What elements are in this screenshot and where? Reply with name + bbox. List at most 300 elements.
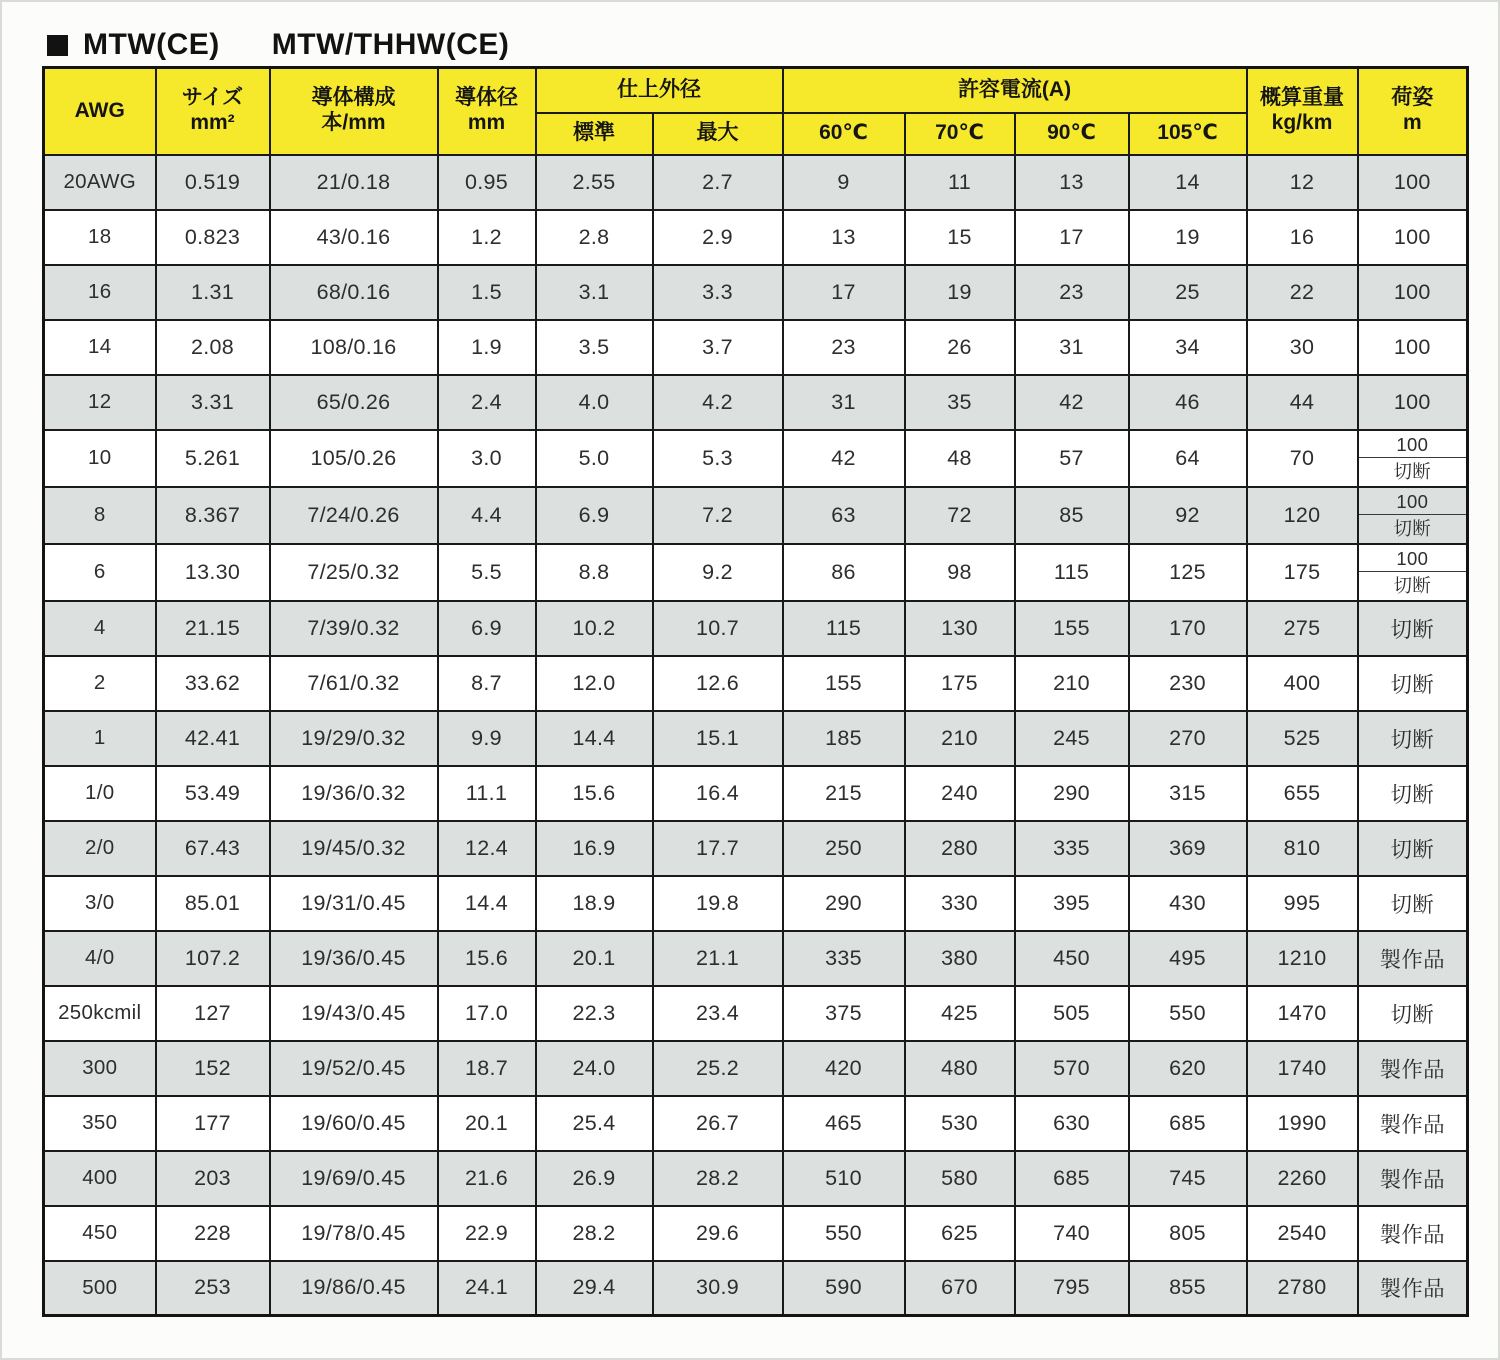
cell-construction: 108/0.16: [270, 320, 438, 375]
title-product-1: MTW(CE): [83, 28, 220, 61]
cell-construction: 19/86/0.45: [270, 1261, 438, 1316]
cell-awg: 20AWG: [44, 155, 156, 210]
cell-packing: 切断: [1358, 986, 1468, 1041]
cell-od_max: 3.3: [653, 265, 783, 320]
cell-weight: 1210: [1247, 931, 1358, 986]
header-packing: [1358, 68, 1468, 155]
cell-a60: 420: [783, 1041, 905, 1096]
table-row: [44, 544, 1468, 601]
cell-od_max: 16.4: [653, 766, 783, 821]
cell-od_max: 23.4: [653, 986, 783, 1041]
cell-diameter: 1.5: [438, 265, 536, 320]
cell-a70: 480: [905, 1041, 1015, 1096]
cell-od_std: 6.9: [536, 487, 653, 544]
cell-a70: 26: [905, 320, 1015, 375]
cell-packing: 切断: [1358, 821, 1468, 876]
cell-construction: 105/0.26: [270, 430, 438, 487]
cell-od_std: 2.55: [536, 155, 653, 210]
cell-a105: 19: [1129, 210, 1247, 265]
cell-a105: 46: [1129, 375, 1247, 430]
cell-od_max: 9.2: [653, 544, 783, 601]
cell-a70: 280: [905, 821, 1015, 876]
cell-a90: 450: [1015, 931, 1129, 986]
cell-construction: 19/69/0.45: [270, 1151, 438, 1206]
table-row: [44, 1041, 1468, 1096]
title-product-2: MTW/THHW(CE): [271, 28, 510, 61]
cell-packing: 製作品: [1358, 1261, 1468, 1316]
cell-awg: 12: [44, 375, 156, 430]
cell-construction: 7/25/0.32: [270, 544, 438, 601]
packing-part: 100: [1359, 488, 1467, 516]
cell-packing: 100: [1358, 155, 1468, 210]
cell-weight: 810: [1247, 821, 1358, 876]
cell-size: 8.367: [156, 487, 270, 544]
cell-size: 3.31: [156, 375, 270, 430]
cell-a70: 98: [905, 544, 1015, 601]
cell-size: 152: [156, 1041, 270, 1096]
cell-diameter: 14.4: [438, 876, 536, 931]
cell-size: 107.2: [156, 931, 270, 986]
cell-packing: 100: [1358, 265, 1468, 320]
cell-a60: 63: [783, 487, 905, 544]
cell-a70: 530: [905, 1096, 1015, 1151]
table-row: [44, 487, 1468, 544]
header-weight: [1247, 68, 1358, 155]
table-row: [44, 1151, 1468, 1206]
cell-size: 127: [156, 986, 270, 1041]
cell-a90: 395: [1015, 876, 1129, 931]
cell-construction: 19/78/0.45: [270, 1206, 438, 1261]
header-diameter-line1: 導体径: [455, 86, 518, 110]
cell-od_std: 2.8: [536, 210, 653, 265]
cell-a105: 495: [1129, 931, 1247, 986]
cell-od_std: 12.0: [536, 656, 653, 711]
cell-weight: 16: [1247, 210, 1358, 265]
cell-a90: 85: [1015, 487, 1129, 544]
cell-diameter: 11.1: [438, 766, 536, 821]
cell-diameter: 9.9: [438, 711, 536, 766]
cell-od_max: 2.7: [653, 155, 783, 210]
cell-a105: 315: [1129, 766, 1247, 821]
cell-construction: 7/24/0.26: [270, 487, 438, 544]
cell-awg: 1: [44, 711, 156, 766]
cell-od_max: 25.2: [653, 1041, 783, 1096]
cell-weight: 70: [1247, 430, 1358, 487]
packing-part: 切断: [1393, 518, 1432, 539]
header-ampacity: 許容電流(A): [783, 68, 1247, 113]
cell-awg: 10: [44, 430, 156, 487]
cell-a70: 11: [905, 155, 1015, 210]
page-title: [47, 28, 509, 62]
cell-a60: 155: [783, 656, 905, 711]
cell-weight: 1470: [1247, 986, 1358, 1041]
cell-od_std: 8.8: [536, 544, 653, 601]
cell-packing: 製作品: [1358, 1096, 1468, 1151]
cell-awg: 14: [44, 320, 156, 375]
packing-part: 切断: [1393, 461, 1432, 482]
cell-od_std: 4.0: [536, 375, 653, 430]
cell-weight: 44: [1247, 375, 1358, 430]
cell-construction: 43/0.16: [270, 210, 438, 265]
cell-od_std: 28.2: [536, 1206, 653, 1261]
cell-a70: 625: [905, 1206, 1015, 1261]
cell-awg: 350: [44, 1096, 156, 1151]
header-temp-70c: 70℃: [905, 113, 1015, 155]
cell-packing: 製作品: [1358, 1151, 1468, 1206]
header-finished-od: 仕上外径: [536, 68, 783, 113]
cell-weight: 12: [1247, 155, 1358, 210]
cell-od_max: 19.8: [653, 876, 783, 931]
cell-od_std: 29.4: [536, 1261, 653, 1316]
cell-od_max: 15.1: [653, 711, 783, 766]
cell-diameter: 4.4: [438, 487, 536, 544]
cell-diameter: 15.6: [438, 931, 536, 986]
cell-packing: 切断: [1358, 766, 1468, 821]
table-row: [44, 821, 1468, 876]
cell-a60: 17: [783, 265, 905, 320]
cell-construction: 19/36/0.32: [270, 766, 438, 821]
cell-od_max: 28.2: [653, 1151, 783, 1206]
packing-part: 100: [1359, 431, 1467, 459]
cell-a60: 590: [783, 1261, 905, 1316]
cell-a90: 245: [1015, 711, 1129, 766]
cell-awg: 16: [44, 265, 156, 320]
cell-a90: 155: [1015, 601, 1129, 656]
cell-a90: 795: [1015, 1261, 1129, 1316]
table-row: [44, 986, 1468, 1041]
cell-a70: 35: [905, 375, 1015, 430]
header-packing-line2: m: [1402, 111, 1422, 135]
cell-a70: 580: [905, 1151, 1015, 1206]
table-row: [44, 766, 1468, 821]
cell-od_std: 15.6: [536, 766, 653, 821]
cell-od_max: 17.7: [653, 821, 783, 876]
cell-size: 53.49: [156, 766, 270, 821]
cell-a105: 369: [1129, 821, 1247, 876]
cell-a60: 9: [783, 155, 905, 210]
cell-od_max: 3.7: [653, 320, 783, 375]
cell-packing: [1358, 544, 1468, 601]
cell-weight: 1990: [1247, 1096, 1358, 1151]
cell-a70: 330: [905, 876, 1015, 931]
cell-size: 2.08: [156, 320, 270, 375]
header-size-line2: mm²: [190, 111, 235, 135]
cell-a90: 13: [1015, 155, 1129, 210]
cell-a60: 465: [783, 1096, 905, 1151]
header-construction: [270, 68, 438, 155]
cell-a105: 92: [1129, 487, 1247, 544]
cell-od_std: 26.9: [536, 1151, 653, 1206]
cell-a90: 740: [1015, 1206, 1129, 1261]
table-row: [44, 320, 1468, 375]
cell-a105: 855: [1129, 1261, 1247, 1316]
cell-diameter: 8.7: [438, 656, 536, 711]
cell-a60: 115: [783, 601, 905, 656]
spec-table: [42, 66, 1469, 1317]
cell-size: 253: [156, 1261, 270, 1316]
cell-diameter: 21.6: [438, 1151, 536, 1206]
cell-construction: 7/61/0.32: [270, 656, 438, 711]
cell-od_max: 10.7: [653, 601, 783, 656]
cell-od_std: 14.4: [536, 711, 653, 766]
cell-packing: 切断: [1358, 601, 1468, 656]
cell-size: 177: [156, 1096, 270, 1151]
table-row: [44, 711, 1468, 766]
cell-a60: 550: [783, 1206, 905, 1261]
cell-od_std: 3.1: [536, 265, 653, 320]
cell-diameter: 12.4: [438, 821, 536, 876]
section-bullet-icon: [47, 35, 68, 56]
cell-diameter: 1.9: [438, 320, 536, 375]
cell-od_std: 16.9: [536, 821, 653, 876]
table-row: [44, 375, 1468, 430]
cell-size: 203: [156, 1151, 270, 1206]
cell-a70: 670: [905, 1261, 1015, 1316]
cell-a70: 380: [905, 931, 1015, 986]
cell-od_std: 24.0: [536, 1041, 653, 1096]
cell-packing: [1358, 487, 1468, 544]
spec-table-header: [44, 68, 1468, 155]
cell-a90: 570: [1015, 1041, 1129, 1096]
cell-od_max: 5.3: [653, 430, 783, 487]
header-od-standard: 標準: [536, 113, 653, 155]
cell-size: 13.30: [156, 544, 270, 601]
cell-size: 0.823: [156, 210, 270, 265]
cell-diameter: 18.7: [438, 1041, 536, 1096]
cell-size: 85.01: [156, 876, 270, 931]
cell-weight: 995: [1247, 876, 1358, 931]
cell-size: 21.15: [156, 601, 270, 656]
header-size: [156, 68, 270, 155]
cell-diameter: 20.1: [438, 1096, 536, 1151]
cell-a60: 250: [783, 821, 905, 876]
cell-a90: 57: [1015, 430, 1129, 487]
cell-diameter: 0.95: [438, 155, 536, 210]
cell-construction: 68/0.16: [270, 265, 438, 320]
cell-a90: 42: [1015, 375, 1129, 430]
table-row: [44, 1096, 1468, 1151]
table-row: [44, 876, 1468, 931]
cell-a90: 17: [1015, 210, 1129, 265]
header-diameter-line2: mm: [467, 111, 506, 135]
cell-od_std: 5.0: [536, 430, 653, 487]
cell-a90: 31: [1015, 320, 1129, 375]
cell-packing: 切断: [1358, 711, 1468, 766]
cell-awg: 2/0: [44, 821, 156, 876]
cell-awg: 4: [44, 601, 156, 656]
cell-size: 228: [156, 1206, 270, 1261]
header-awg: AWG: [44, 68, 156, 155]
cell-a105: 25: [1129, 265, 1247, 320]
cell-diameter: 1.2: [438, 210, 536, 265]
cell-a105: 14: [1129, 155, 1247, 210]
cell-packing: 製作品: [1358, 931, 1468, 986]
header-packing-line1: 荷姿: [1391, 86, 1434, 110]
header-construction-line2: 本/mm: [321, 111, 386, 135]
table-row: [44, 265, 1468, 320]
table-row: [44, 931, 1468, 986]
cell-weight: 275: [1247, 601, 1358, 656]
cell-awg: 300: [44, 1041, 156, 1096]
cell-packing: 切断: [1358, 876, 1468, 931]
cell-packing: 製作品: [1358, 1041, 1468, 1096]
cell-construction: 19/52/0.45: [270, 1041, 438, 1096]
cell-construction: 65/0.26: [270, 375, 438, 430]
table-row: [44, 210, 1468, 265]
cell-weight: 2780: [1247, 1261, 1358, 1316]
cell-weight: 525: [1247, 711, 1358, 766]
table-row: [44, 155, 1468, 210]
header-od-max: 最大: [653, 113, 783, 155]
table-row: [44, 601, 1468, 656]
cell-a90: 685: [1015, 1151, 1129, 1206]
cell-awg: 8: [44, 487, 156, 544]
cell-weight: 175: [1247, 544, 1358, 601]
cell-size: 42.41: [156, 711, 270, 766]
header-temp-60c: 60℃: [783, 113, 905, 155]
cell-a105: 550: [1129, 986, 1247, 1041]
cell-a105: 170: [1129, 601, 1247, 656]
table-row: [44, 1261, 1468, 1316]
cell-a105: 430: [1129, 876, 1247, 931]
cell-awg: 450: [44, 1206, 156, 1261]
cell-od_max: 21.1: [653, 931, 783, 986]
cell-weight: 400: [1247, 656, 1358, 711]
cell-od_max: 12.6: [653, 656, 783, 711]
cell-a105: 685: [1129, 1096, 1247, 1151]
cell-construction: 19/60/0.45: [270, 1096, 438, 1151]
cell-od_max: 30.9: [653, 1261, 783, 1316]
cell-od_std: 18.9: [536, 876, 653, 931]
cell-diameter: 2.4: [438, 375, 536, 430]
cell-od_max: 29.6: [653, 1206, 783, 1261]
cell-construction: 19/31/0.45: [270, 876, 438, 931]
cell-awg: 500: [44, 1261, 156, 1316]
cell-od_std: 10.2: [536, 601, 653, 656]
cell-weight: 2540: [1247, 1206, 1358, 1261]
cell-awg: 3/0: [44, 876, 156, 931]
packing-part: 切断: [1393, 575, 1432, 596]
cell-a90: 630: [1015, 1096, 1129, 1151]
cell-a60: 510: [783, 1151, 905, 1206]
cell-packing: [1358, 430, 1468, 487]
cell-awg: 250kcmil: [44, 986, 156, 1041]
cell-a105: 34: [1129, 320, 1247, 375]
cell-a70: 72: [905, 487, 1015, 544]
cell-a90: 210: [1015, 656, 1129, 711]
cell-a90: 290: [1015, 766, 1129, 821]
header-weight-line2: kg/km: [1271, 111, 1333, 135]
cell-awg: 2: [44, 656, 156, 711]
cell-a105: 805: [1129, 1206, 1247, 1261]
cell-a70: 175: [905, 656, 1015, 711]
cell-a105: 230: [1129, 656, 1247, 711]
cell-diameter: 22.9: [438, 1206, 536, 1261]
cell-diameter: 17.0: [438, 986, 536, 1041]
cell-construction: 19/36/0.45: [270, 931, 438, 986]
cell-a105: 270: [1129, 711, 1247, 766]
table-row: [44, 430, 1468, 487]
cell-a60: 375: [783, 986, 905, 1041]
cell-a60: 31: [783, 375, 905, 430]
cell-packing: 100: [1358, 210, 1468, 265]
cell-a70: 48: [905, 430, 1015, 487]
cell-a90: 23: [1015, 265, 1129, 320]
header-temp-105c: 105℃: [1129, 113, 1247, 155]
cell-a70: 425: [905, 986, 1015, 1041]
cell-od_max: 2.9: [653, 210, 783, 265]
cell-od_std: 22.3: [536, 986, 653, 1041]
cell-a105: 125: [1129, 544, 1247, 601]
cell-a105: 64: [1129, 430, 1247, 487]
cell-a60: 86: [783, 544, 905, 601]
cell-packing: 100: [1358, 375, 1468, 430]
cell-diameter: 24.1: [438, 1261, 536, 1316]
header-weight-line1: 概算重量: [1260, 86, 1345, 110]
table-row: [44, 656, 1468, 711]
cell-od_std: 25.4: [536, 1096, 653, 1151]
cell-size: 1.31: [156, 265, 270, 320]
cell-weight: 30: [1247, 320, 1358, 375]
cell-weight: 120: [1247, 487, 1358, 544]
cell-packing: 100: [1358, 320, 1468, 375]
cell-awg: 18: [44, 210, 156, 265]
cell-od_std: 20.1: [536, 931, 653, 986]
cell-construction: 19/45/0.32: [270, 821, 438, 876]
header-temp-90c: 90℃: [1015, 113, 1129, 155]
cell-construction: 7/39/0.32: [270, 601, 438, 656]
spec-table-body: [44, 155, 1468, 1316]
cell-packing: 製作品: [1358, 1206, 1468, 1261]
cell-size: 33.62: [156, 656, 270, 711]
cell-a90: 335: [1015, 821, 1129, 876]
cell-weight: 2260: [1247, 1151, 1358, 1206]
cell-weight: 1740: [1247, 1041, 1358, 1096]
cell-a70: 15: [905, 210, 1015, 265]
cell-a60: 185: [783, 711, 905, 766]
cell-size: 5.261: [156, 430, 270, 487]
cell-size: 0.519: [156, 155, 270, 210]
cell-a90: 505: [1015, 986, 1129, 1041]
cell-a70: 210: [905, 711, 1015, 766]
cell-od_max: 4.2: [653, 375, 783, 430]
cell-a70: 240: [905, 766, 1015, 821]
cell-construction: 19/43/0.45: [270, 986, 438, 1041]
cell-weight: 655: [1247, 766, 1358, 821]
cell-diameter: 6.9: [438, 601, 536, 656]
cell-a70: 19: [905, 265, 1015, 320]
header-construction-line1: 導体構成: [311, 86, 396, 110]
cell-od_max: 7.2: [653, 487, 783, 544]
cell-a90: 115: [1015, 544, 1129, 601]
cell-a60: 13: [783, 210, 905, 265]
cell-a60: 23: [783, 320, 905, 375]
table-row: [44, 1206, 1468, 1261]
cell-construction: 21/0.18: [270, 155, 438, 210]
cell-weight: 22: [1247, 265, 1358, 320]
cell-awg: 1/0: [44, 766, 156, 821]
cell-size: 67.43: [156, 821, 270, 876]
cell-packing: 切断: [1358, 656, 1468, 711]
cell-a105: 620: [1129, 1041, 1247, 1096]
cell-construction: 19/29/0.32: [270, 711, 438, 766]
cell-a60: 290: [783, 876, 905, 931]
cell-a60: 42: [783, 430, 905, 487]
cell-a105: 745: [1129, 1151, 1247, 1206]
cell-diameter: 3.0: [438, 430, 536, 487]
header-diameter: [438, 68, 536, 155]
cell-awg: 6: [44, 544, 156, 601]
